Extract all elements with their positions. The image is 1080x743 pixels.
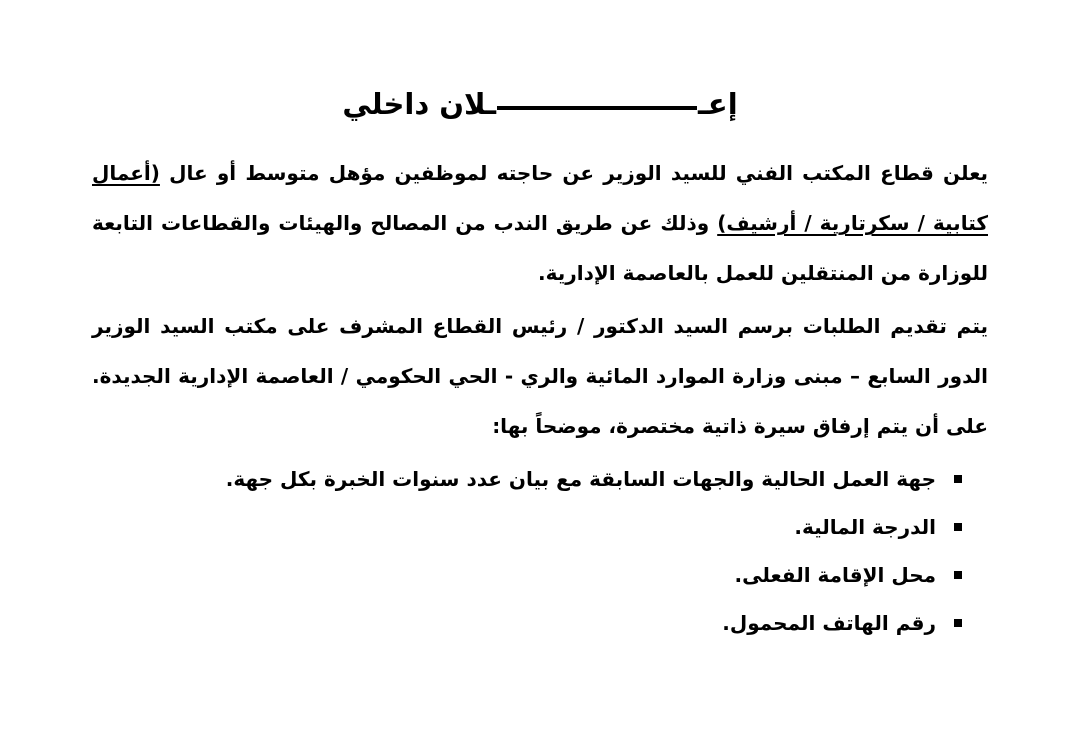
list-item [226, 455, 962, 503]
title-end: ـلان داخلي [342, 87, 496, 121]
title-start: إعـ [698, 87, 738, 121]
paragraph-1-rest: وذلك عن طريق الندب من المصالح والهيئات والقطاعات التابعة للوزارة من المنتقلين للعمل بالعاصمة الإدارية. [92, 211, 988, 285]
list-item-text: رقم الهاتف المحمول. [722, 611, 936, 635]
square-bullet-icon [954, 619, 962, 627]
page-title [0, 84, 1080, 124]
requirements-list [226, 455, 962, 647]
square-bullet-icon [954, 475, 962, 483]
list-item-text: جهة العمل الحالية والجهات السابقة مع بيان عدد سنوات الخبرة بكل جهة. [225, 467, 936, 491]
list-item [226, 599, 962, 647]
square-bullet-icon [954, 523, 962, 531]
paragraph-2-text: يتم تقديم الطلبات برسم السيد الدكتور / رئيس القطاع المشرف على مكتب السيد الوزير الدور السابع – مبنى وزارة الموارد المائية والري - الحي الحكومي / العاصمة الإدارية الجديدة. على أن يتم إرفاق سيرة ذاتية مختصرة، موضحاً بها: [92, 314, 988, 438]
list-item-text: محل الإقامة الفعلى. [734, 563, 936, 587]
square-bullet-icon [954, 571, 962, 579]
job-types-underlined: (أعمال كتابية / سكرتارية / أرشيف) [92, 161, 988, 235]
paragraph-1-line-1: يعلن قطاع المكتب الفني للسيد الوزير عن حاجته لموظفين مؤهل متوسط أو عال [169, 161, 988, 185]
announcement-paragraph-2 [92, 301, 988, 451]
list-item-text: الدرجة المالية. [794, 515, 936, 539]
announcement-paragraph-1 [92, 148, 988, 298]
title-tatweel-line [497, 106, 697, 110]
list-item [226, 551, 962, 599]
list-item [226, 503, 962, 551]
